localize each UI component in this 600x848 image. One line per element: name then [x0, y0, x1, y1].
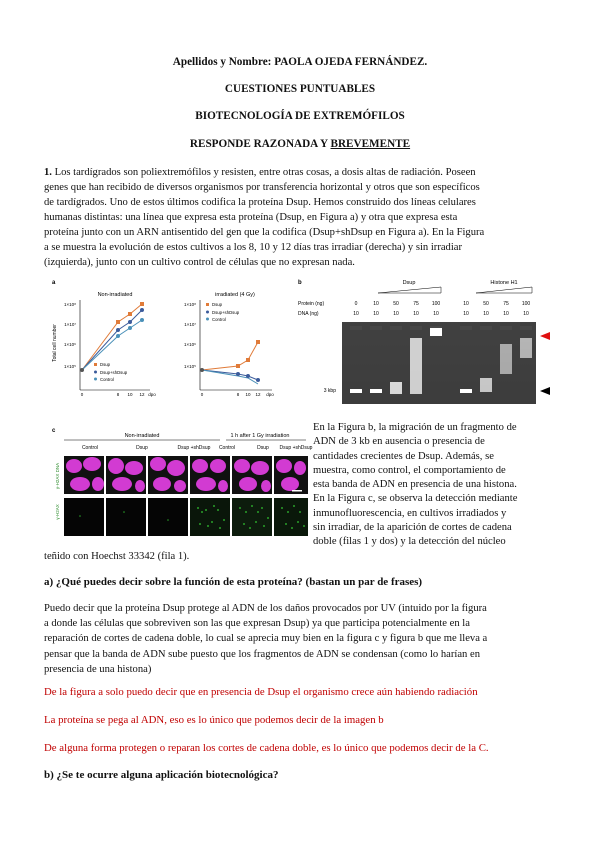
figure-explanation-line: sin irradiar, de la aparición de cortes de cadena — [313, 522, 512, 534]
svg-text:1×10⁷: 1×10⁷ — [184, 322, 196, 327]
marker — [128, 326, 132, 330]
svg-text:10: 10 — [373, 301, 379, 307]
marker — [246, 374, 250, 378]
figure-b-dna-label: DNA (ng) — [298, 311, 319, 317]
figure-b-black-arrow — [540, 387, 550, 395]
svg-text:1×10⁶: 1×10⁶ — [64, 342, 76, 347]
figure-c-scalebar — [292, 490, 302, 492]
title-cuestiones: CUESTIONES PUNTUABLES — [224, 83, 376, 95]
svg-text:Dsup +shDsup: Dsup +shDsup — [279, 445, 313, 451]
marker — [140, 318, 144, 322]
figure-c — [50, 426, 313, 538]
marker — [128, 320, 132, 324]
figure-c-row2-label: γ-H2AX — [55, 504, 60, 520]
figure-b-group-dsup: Dsup — [402, 280, 416, 286]
figure-b-dsup-wedge — [378, 287, 441, 293]
figure-a-right-yticks — [184, 302, 196, 369]
instructions-prefix: RESPONDE RAZONADA Y — [189, 138, 331, 150]
svg-text:1×10⁷: 1×10⁷ — [64, 322, 76, 327]
figure-c-group-irr: 1 h after 1 Gy irradiation — [230, 433, 290, 439]
title-course: BIOTECNOLOGÍA DE EXTREMÓFILOS — [195, 110, 405, 122]
svg-text:10: 10 — [127, 392, 133, 397]
figure-c-panel-label: c — [52, 428, 56, 434]
svg-text:10: 10 — [353, 311, 359, 317]
answer-a — [44, 601, 562, 677]
name-label: Apellidos y Nombre: — [172, 56, 272, 68]
marker — [236, 364, 240, 368]
svg-text:75: 75 — [503, 301, 509, 307]
question-b-label: b) ¿Se te ocurre alguna aplicación biotecnológica? — [44, 769, 279, 781]
q1-line: genes que han recibido de diversos organismos por transferencia horizontal y otros que son específicos — [44, 182, 480, 193]
figure-b-group-histone: Histone H1 — [490, 280, 518, 286]
name-line — [0, 56, 600, 68]
figure-c-group-nonirr: Non-irradiated — [124, 433, 160, 439]
figure-a-left-legend — [94, 362, 128, 382]
figure-b-dna-values — [353, 311, 529, 317]
svg-text:50: 50 — [393, 301, 399, 307]
figure-c-row2 — [64, 498, 308, 536]
figure-b-protein-label: Protein (ng) — [298, 301, 325, 307]
q1-line: 1. Los tardígrados son poliextremófilos y resisten, entre otras cosas, a dosis altas de radiación. Poseen — [44, 167, 476, 178]
svg-text:10: 10 — [245, 392, 251, 397]
svg-text:1×10⁸: 1×10⁸ — [63, 302, 76, 307]
answer-a-line: reparación de cortes de cadena doble, lo cual se aprecia muy bien en la figura c y figura b que me lleva a — [44, 633, 488, 645]
q1-line: proteína junto con un ARN antisentido del gen que la codifica (Dsup+shDsup en Figura a). En la Figura — [44, 227, 485, 238]
figure-explanation-line: ADN de 3 kb en ausencia o presencia de — [313, 436, 485, 448]
question-a-label: a) ¿Qué puedes decir sobre la función de esta proteína? (bastan un par de frases) — [44, 576, 423, 588]
figure-a-right-dsup-line — [202, 342, 258, 370]
figure-c-columns — [82, 445, 313, 451]
svg-text:Dsup+shDsup: Dsup+shDsup — [212, 310, 240, 315]
svg-text:0: 0 — [200, 392, 204, 397]
svg-text:75: 75 — [413, 301, 419, 307]
figure-b-panel-label: b — [298, 280, 302, 286]
svg-text:1×10⁵: 1×10⁵ — [63, 364, 76, 369]
svg-text:Control: Control — [81, 445, 99, 451]
svg-text:1×10⁶: 1×10⁶ — [184, 342, 196, 347]
figure-explanation-line: En la Figura c, se observa la detección mediante — [313, 493, 518, 505]
figure-a-left-control-line — [82, 320, 142, 370]
q1-number: 1. — [44, 167, 52, 178]
figure-a-left-xticks — [81, 392, 157, 397]
svg-text:12: 12 — [255, 392, 261, 397]
figure-a-panel-label: a — [52, 280, 56, 286]
figure-a-right-markers — [200, 340, 260, 382]
svg-text:1×10⁸: 1×10⁸ — [183, 302, 196, 307]
red-answer-figure-a: De la figura a solo puedo decir que en presencia de Dsup el organismo crece aún habiendo radiación — [44, 686, 478, 698]
svg-text:8: 8 — [116, 392, 120, 397]
svg-text:dpo: dpo — [266, 392, 274, 397]
svg-text:dpo: dpo — [148, 392, 156, 397]
figure-a-right-title: irradiated (4 Gy) — [215, 292, 255, 298]
answer-a-line: a donde las células que sobreviven son las que expresan Dsup) ya que participa potencialmente en la — [44, 618, 470, 630]
figure-a-right-xticks — [201, 392, 275, 397]
figure-c-row1-label: γ-H2AX DNA — [55, 462, 60, 490]
figure-b-red-arrow — [540, 332, 550, 340]
answer-a-line: presencia de una histona) — [44, 663, 152, 675]
marker — [116, 328, 120, 332]
instructions-underlined: BREVEMENTE — [330, 138, 411, 150]
svg-text:0: 0 — [354, 301, 358, 307]
marker — [116, 320, 120, 324]
svg-text:10: 10 — [413, 311, 419, 317]
svg-text:Dsup+shDsup: Dsup+shDsup — [100, 370, 128, 375]
red-answer-figure-b: La proteína se pega al ADN, eso es lo único que podemos decir de la imagen b — [44, 714, 384, 726]
marker — [116, 334, 120, 338]
svg-text:Control: Control — [218, 445, 236, 451]
figure-b — [296, 278, 558, 406]
figure-a-left-yticks — [64, 302, 76, 369]
svg-text:0: 0 — [80, 392, 84, 397]
svg-text:8: 8 — [236, 392, 240, 397]
svg-text:1×10⁵: 1×10⁵ — [183, 364, 196, 369]
svg-text:10: 10 — [463, 301, 469, 307]
svg-text:10: 10 — [373, 311, 379, 317]
figure-a — [50, 278, 282, 400]
figure-explanation-line: esta banda de ADN en presencia de una histona. — [313, 479, 517, 491]
figure-b-histone-wedge — [476, 287, 532, 293]
figure-b-protein-values — [355, 301, 531, 307]
figure-explanation-line: muestra, como control, el comportamiento de — [313, 464, 506, 476]
svg-text:Dsup: Dsup — [257, 445, 269, 451]
svg-text:100: 100 — [431, 301, 441, 307]
svg-text:10: 10 — [463, 311, 469, 317]
svg-text:Control: Control — [212, 317, 226, 322]
answer-a-line: Puedo decir que la proteína Dsup protege al ADN de los daños provocados por UV (intuido por la figura — [44, 603, 487, 614]
svg-text:Dsup: Dsup — [212, 302, 223, 307]
svg-text:Dsup +shDsup: Dsup +shDsup — [177, 445, 211, 451]
svg-text:10: 10 — [433, 311, 439, 317]
svg-text:10: 10 — [483, 311, 489, 317]
svg-text:10: 10 — [523, 311, 529, 317]
figure-explanation-line: En la Figura b, la migración de un fragmento de — [313, 422, 517, 433]
title-instructions — [0, 138, 600, 150]
figure-explanation — [313, 421, 559, 550]
answer-a-line: pensar que la banda de ADN sube puesto que los fragmentos de ADN se condensan (como lo harían en — [44, 648, 480, 660]
svg-text:50: 50 — [483, 301, 489, 307]
marker — [236, 372, 240, 376]
figure-a-ylabel: Total cell number — [52, 324, 58, 362]
svg-text:Dsup: Dsup — [100, 362, 111, 367]
q1-line: de tardígrados. Uno de estos últimos codifica la proteína Dsup. Hemos construido dos líneas celulares — [44, 197, 476, 208]
svg-text:10: 10 — [393, 311, 399, 317]
marker — [256, 378, 260, 382]
marker — [128, 312, 132, 316]
figure-explanation-line: cantidades crecientes de Dsup. Además, se — [313, 450, 494, 462]
question1-text — [44, 165, 559, 270]
marker — [200, 368, 204, 372]
name-value: PAOLA OJEDA FERNÁNDEZ. — [274, 56, 428, 68]
marker — [256, 340, 260, 344]
svg-text:10: 10 — [503, 311, 509, 317]
marker — [140, 302, 144, 306]
marker — [80, 368, 84, 372]
figure-explanation-line: doble (filas 1 y dos) y la detección del núcleo — [313, 536, 506, 548]
svg-text:12: 12 — [139, 392, 145, 397]
marker — [140, 308, 144, 312]
figure-explanation-line: inmunofluorescencia, en cultivos irradiados y — [313, 507, 507, 519]
q1-line: (izquierda), junto con un cultivo control de células que no expresan nada. — [44, 257, 355, 268]
svg-text:Dsup: Dsup — [136, 445, 148, 451]
svg-text:Control: Control — [100, 377, 114, 382]
marker — [246, 358, 250, 362]
q1-line: humanas distintas: una línea que expresa esta proteína (Dsup, en Figura a) y otra que expresa esta — [44, 212, 458, 223]
figure-explanation-last-line: teñido con Hoechst 33342 (fila 1). — [44, 551, 190, 562]
q1-line: a se muestra la evolución de estos cultivos a los 8, 10 y 12 días tras irradiar (derecha) y sin irradiar — [44, 242, 463, 253]
red-answer-figure-c: De alguna forma protegen o reparan los cortes de cadena doble, es lo único que podemos decir de la C. — [44, 742, 489, 754]
figure-a-right-legend — [206, 302, 240, 322]
figure-b-marker-label: 3 kbp — [323, 388, 336, 394]
figure-a-left-title: Non-irradiated — [97, 292, 133, 298]
svg-text:100: 100 — [521, 301, 531, 307]
